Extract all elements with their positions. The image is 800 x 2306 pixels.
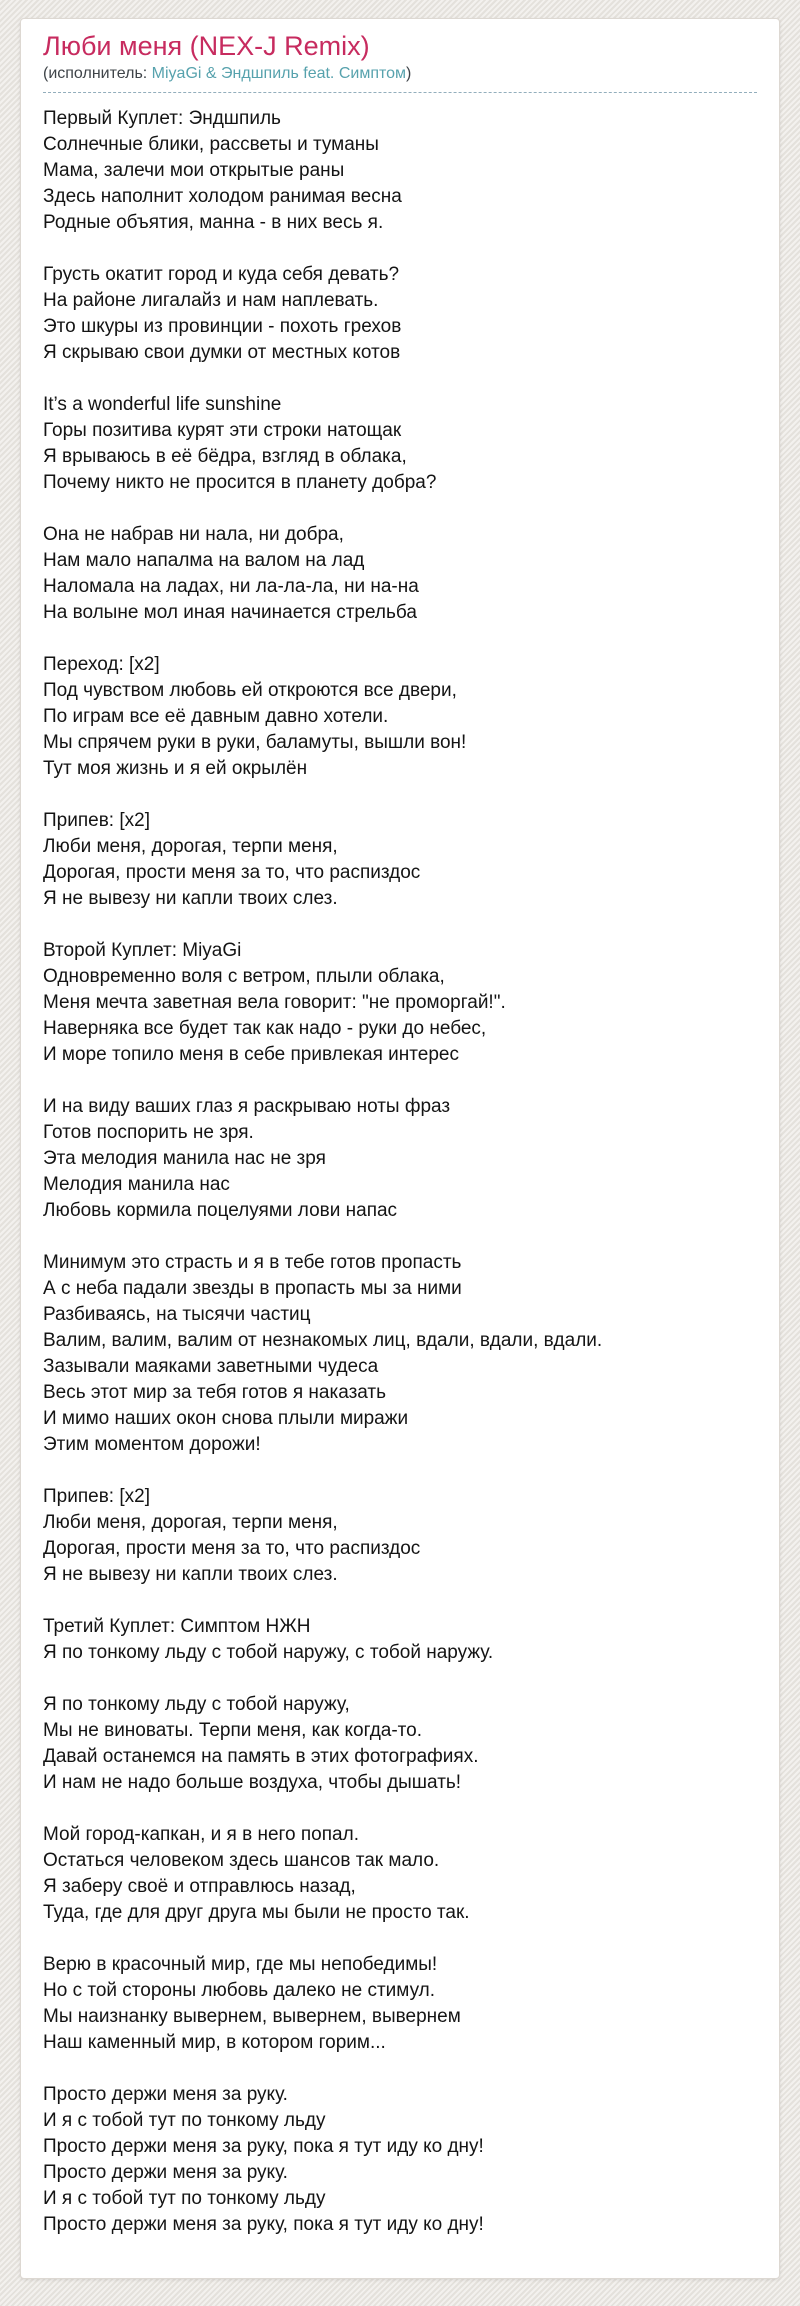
lyric-line: Люби меня, дорогая, терпи меня, <box>43 1512 338 1533</box>
lyric-line: Под чувством любовь ей откроются все двери, <box>43 680 457 701</box>
lyrics-card <box>20 18 780 2279</box>
lyric-line: Наверняка все будет так как надо - руки до небес, <box>43 1018 487 1039</box>
lyric-line: Грусть окатит город и куда себя девать? <box>43 264 400 285</box>
lyric-line: Зазывали маяками заветными чудеса <box>43 1356 379 1377</box>
lyric-line: Горы позитива курят эти строки натощак <box>43 420 402 441</box>
lyrics-text <box>43 106 757 2238</box>
lyric-line: Нам мало напалма на валом на лад <box>43 550 365 571</box>
lyric-line: Дорогая, прости меня за то, что распиздос <box>43 862 421 883</box>
lyric-line: Просто держи меня за руку, пока я тут иду ко дну! <box>43 2214 484 2235</box>
stanza <box>43 1250 757 1458</box>
lyric-line: Наш каменный мир, в котором горим... <box>43 2032 386 2053</box>
lyric-line: Эта мелодия манила нас не зря <box>43 1148 326 1169</box>
lyric-line: Я не вывезу ни капли твоих слез. <box>43 1564 338 1585</box>
lyric-line: Тут моя жизнь и я ей окрылён <box>43 758 308 779</box>
stanza <box>43 808 757 912</box>
lyric-line: Я по тонкому льду с тобой наружу, <box>43 1694 350 1715</box>
lyric-line: Припев: [x2] <box>43 810 150 831</box>
lyric-line: Одновременно воля с ветром, плыли облака, <box>43 966 445 987</box>
stanza <box>43 262 757 366</box>
lyric-line: И на виду ваших глаз я раскрываю ноты фраз <box>43 1096 451 1117</box>
lyric-line: Дорогая, прости меня за то, что распиздос <box>43 1538 421 1559</box>
stanza <box>43 392 757 496</box>
stanza <box>43 1614 757 1666</box>
stanza <box>43 652 757 782</box>
lyric-line: По играм все её давным давно хотели. <box>43 706 389 727</box>
lyric-line: Разбиваясь, на тысячи частиц <box>43 1304 311 1325</box>
lyric-line: И мимо наших окон снова плыли миражи <box>43 1408 409 1429</box>
stanza <box>43 1094 757 1224</box>
lyric-line: Просто держи меня за руку, пока я тут иду ко дну! <box>43 2136 484 2157</box>
lyric-line: Я по тонкому льду с тобой наружу, с тобой наружу. <box>43 1642 494 1663</box>
lyric-line: Мой город-капкан, и я в него попал. <box>43 1824 359 1845</box>
stanza <box>43 522 757 626</box>
lyric-line: Наломала на ладах, ни ла-ла-ла, ни на-на <box>43 576 419 597</box>
lyric-line: Мы спрячем руки в руки, баламуты, вышли вон! <box>43 732 467 753</box>
lyric-line: Мама, залечи мои открытые раны <box>43 160 345 181</box>
lyric-line: Валим, валим, валим от незнакомых лиц, вдали, вдали, вдали. <box>43 1330 603 1351</box>
lyric-line: Любовь кормила поцелуями лови напас <box>43 1200 398 1221</box>
lyric-line: И нам не надо больше воздуха, чтобы дышать! <box>43 1772 462 1793</box>
lyric-line: И море топило меня в себе привлекая интерес <box>43 1044 459 1065</box>
lyric-line: Давай останемся на память в этих фотографиях. <box>43 1746 479 1767</box>
lyric-line: Я не вывезу ни капли твоих слез. <box>43 888 338 909</box>
lyric-line: Этим моментом дорожи! <box>43 1434 261 1455</box>
stanza <box>43 106 757 236</box>
lyric-line: Но с той стороны любовь далеко не стимул. <box>43 1980 436 2001</box>
lyric-line: Она не набрав ни нала, ни добра, <box>43 524 344 545</box>
lyric-line: Просто держи меня за руку. <box>43 2084 288 2105</box>
song-title: Люби меня (NEX-J Remix) <box>43 31 370 61</box>
lyric-line: Припев: [x2] <box>43 1486 150 1507</box>
lyric-line: Переход: [x2] <box>43 654 160 675</box>
lyric-line: И я с тобой тут по тонкому льду <box>43 2110 326 2131</box>
artist-label-prefix: (исполнитель: <box>43 65 152 82</box>
lyric-line: Просто держи меня за руку. <box>43 2162 288 2183</box>
lyric-line: Я заберу своё и отправлюсь назад, <box>43 1876 356 1897</box>
lyric-line: Минимум это страсть и я в тебе готов пропасть <box>43 1252 462 1273</box>
stanza <box>43 1952 757 2056</box>
lyric-line: Третий Куплет: Симптом НЖН <box>43 1616 311 1637</box>
stanza <box>43 938 757 1068</box>
page-background <box>0 18 800 2306</box>
stanza <box>43 2082 757 2238</box>
stanza <box>43 1484 757 1588</box>
lyric-line: Весь этот мир за тебя готов я наказать <box>43 1382 387 1403</box>
lyric-line: Меня мечта заветная вела говорит: "не проморгай!". <box>43 992 506 1013</box>
lyric-line: Это шкуры из провинции - похоть грехов <box>43 316 402 337</box>
lyric-line: Солнечные блики, рассветы и туманы <box>43 134 379 155</box>
lyric-line: Второй Куплет: MiyaGi <box>43 940 242 961</box>
lyric-line: Я скрываю свои думки от местных котов <box>43 342 401 363</box>
lyric-line: На волыне мол иная начинается стрельба <box>43 602 417 623</box>
stanza <box>43 1692 757 1796</box>
lyric-line: А с неба падали звезды в пропасть мы за ними <box>43 1278 462 1299</box>
lyric-line: Родные объятия, манна - в них весь я. <box>43 212 384 233</box>
lyric-line: Верю в красочный мир, где мы непобедимы! <box>43 1954 438 1975</box>
lyric-line: Остаться человеком здесь шансов так мало. <box>43 1850 440 1871</box>
artist-label-suffix: ) <box>406 65 412 82</box>
lyric-line: Я врываюсь в её бёдра, взгляд в облака, <box>43 446 407 467</box>
lyric-line: Люби меня, дорогая, терпи меня, <box>43 836 338 857</box>
lyric-line: It’s a wonderful life sunshine <box>43 394 282 415</box>
lyric-line: Здесь наполнит холодом ранимая весна <box>43 186 402 207</box>
lyric-line: На районе лигалайз и нам наплевать. <box>43 290 379 311</box>
lyric-line: Туда, где для друг друга мы были не просто так. <box>43 1902 470 1923</box>
artist-link[interactable]: MiyaGi & Эндшпиль feat. Симптом <box>151 65 407 82</box>
lyric-line: Готов поспорить не зря. <box>43 1122 254 1143</box>
lyric-line: Мы не виноваты. Терпи меня, как когда-то. <box>43 1720 423 1741</box>
stanza <box>43 1822 757 1926</box>
lyric-line: Мелодия манила нас <box>43 1174 230 1195</box>
lyric-line: Мы наизнанку вывернем, вывернем, вывернем <box>43 2006 461 2027</box>
artist-line <box>43 65 757 93</box>
lyric-line: Почему никто не просится в планету добра? <box>43 472 437 493</box>
lyric-line: Первый Куплет: Эндшпиль <box>43 108 281 129</box>
lyric-line: И я с тобой тут по тонкому льду <box>43 2188 326 2209</box>
